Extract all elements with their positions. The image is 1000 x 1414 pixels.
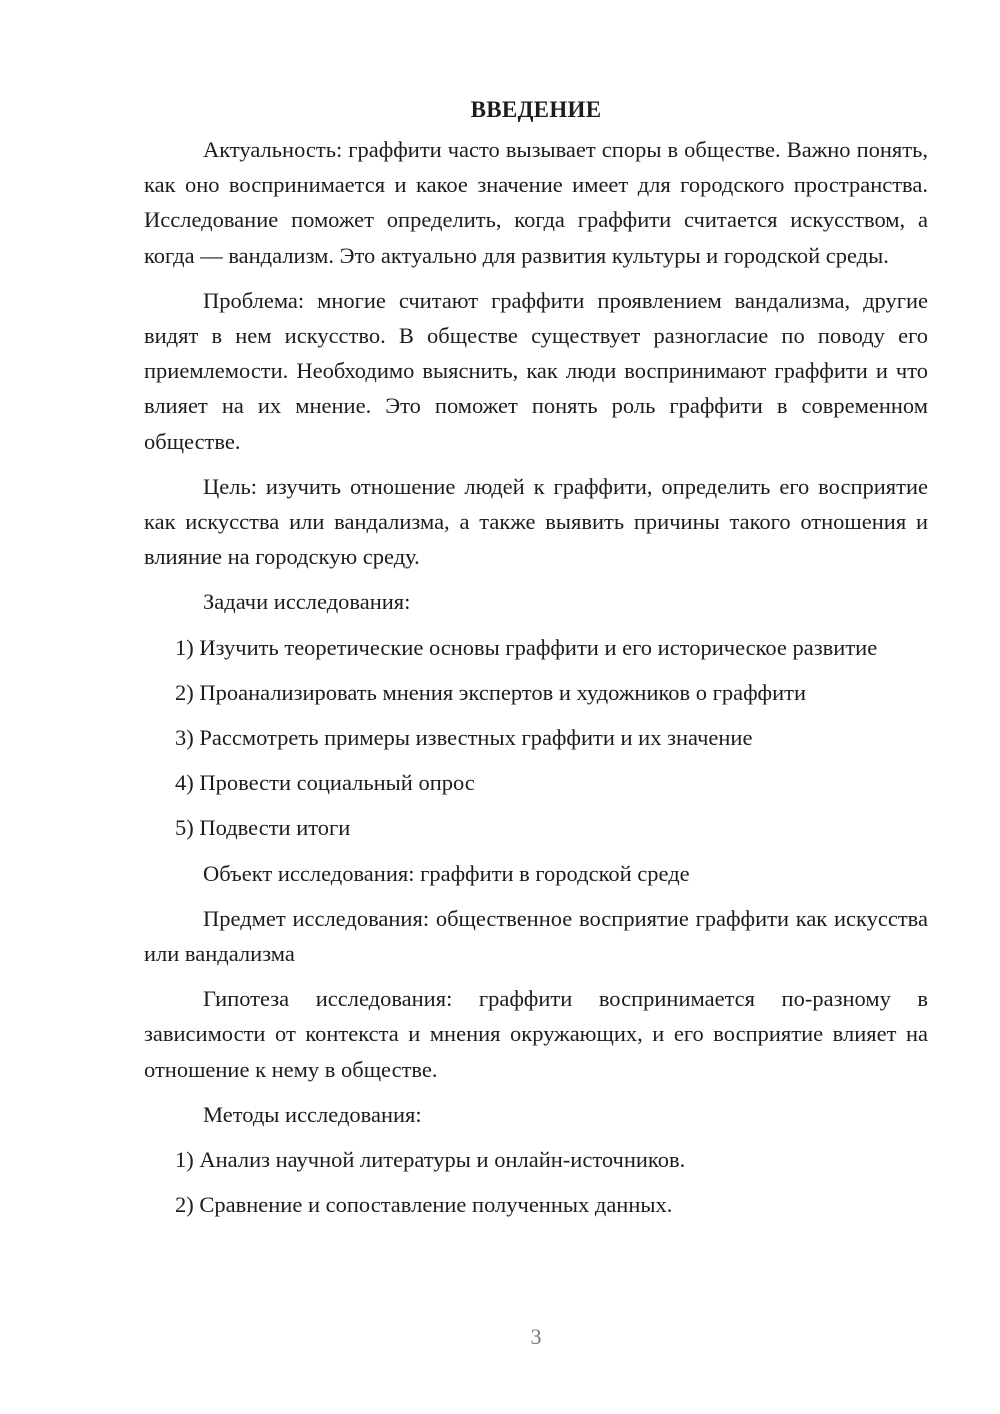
paragraph-relevance: Актуальность: граффити часто вызывает споры в обществе. Важно понять, как оно воспринимается и какое значение имеет для городского пространства. Исследование поможет определить, когда граффити считается искусством, а когда — вандализм. Это актуально для развития культуры и городской среды. bbox=[144, 137, 928, 268]
task-item-1: 1) Изучить теоретические основы граффити и его историческое развитие bbox=[175, 634, 878, 660]
task-item-3: 3) Рассмотреть примеры известных граффити и их значение bbox=[175, 725, 753, 751]
paragraph-problem: Проблема: многие считают граффити проявлением вандализма, другие видят в нем искусство. В обществе существует разногласие по поводу его приемлемости. Необходимо выяснить, как люди воспринимают граффити и что влияет на их мнение. Это поможет понять роль граффити в современном обществе. bbox=[144, 287, 928, 454]
tasks-heading: Задачи исследования: bbox=[203, 589, 411, 615]
task-item-2: 2) Проанализировать мнения экспертов и художников о граффити bbox=[175, 679, 807, 705]
methods-heading: Методы исследования: bbox=[203, 1101, 422, 1127]
page-title: ВВЕДЕНИЕ bbox=[470, 97, 602, 122]
method-item-1: 1) Анализ научной литературы и онлайн-источников. bbox=[175, 1147, 686, 1173]
method-item-2: 2) Сравнение и сопоставление полученных данных. bbox=[175, 1192, 673, 1218]
document-page bbox=[144, 92, 928, 1232]
paragraph-object: Объект исследования: граффити в городской среде bbox=[203, 860, 690, 886]
paragraph-subject: Предмет исследования: общественное восприятие граффити как искусства или вандализма bbox=[144, 905, 928, 967]
paragraph-goal: Цель: изучить отношение людей к граффити, определить его восприятие как искусства или вандализма, а также выявить причины такого отношения и влияние на городскую среду. bbox=[144, 473, 928, 570]
task-item-5: 5) Подвести итоги bbox=[175, 815, 351, 841]
paragraph-hypothesis: Гипотеза исследования: граффити воспринимается по-разному в зависимости от контекста и мнения окружающих, и его восприятие влияет на отношение к нему в обществе. bbox=[144, 986, 928, 1082]
page-number: 3 bbox=[530, 1324, 542, 1349]
task-item-4: 4) Провести социальный опрос bbox=[175, 770, 475, 796]
